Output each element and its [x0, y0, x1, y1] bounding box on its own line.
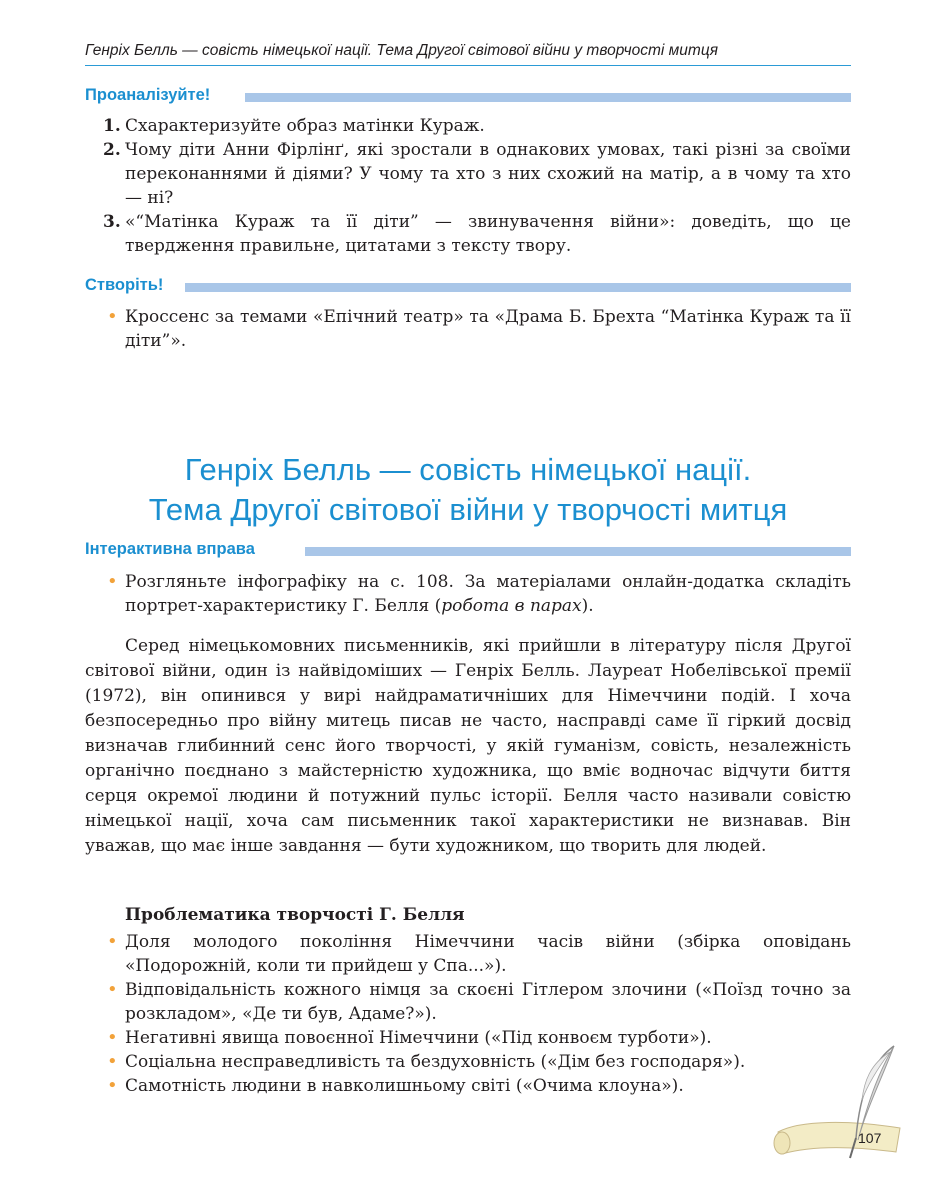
interactive-text-part: ). — [581, 596, 594, 616]
bullet-icon: • — [107, 931, 118, 952]
bullet-icon: • — [107, 306, 118, 327]
analyze-section-title: Проаналізуйте! — [85, 86, 216, 105]
problems-heading: Проблематика творчості Г. Белля — [125, 905, 465, 925]
analyze-item-text: Схарактеризуйте образ матінки Кураж. — [125, 116, 485, 136]
analyze-item-text: «“Матінка Кураж та її діти” — звинувачення війни»: доведіть, що це твердження правильне, цитатами з тексту твору. — [125, 212, 851, 256]
feather-quill-icon — [770, 1040, 920, 1165]
bullet-icon: • — [107, 571, 118, 592]
interactive-text-italic: робота в парах — [441, 596, 582, 616]
chapter-title-line-1: Генріх Белль — совість німецької нації. — [184, 452, 752, 487]
problem-item-text: Доля молодого покоління Німеччини часів війни (збірка оповідань «Подорожній, коли ти прийдеш у Спа...»). — [125, 932, 851, 976]
bullet-icon: • — [107, 1075, 118, 1096]
analyze-item-3 — [85, 210, 851, 258]
analyze-section-bar — [245, 93, 851, 102]
running-head-rule — [85, 65, 851, 66]
analyze-item-number: 2. — [103, 140, 121, 160]
bullet-icon: • — [107, 1027, 118, 1048]
chapter-title-line-2: Тема Другої світової війни у творчості митця — [148, 492, 788, 527]
analyze-item-number: 1. — [103, 116, 121, 136]
bullet-icon: • — [107, 1051, 118, 1072]
create-item-text: Кроссенс за темами «Епічний театр» та «Драма Б. Брехта “Матінка Кураж та її діти”». — [125, 307, 851, 351]
interactive-section-title: Інтерактивна вправа — [85, 540, 261, 559]
create-section-bar — [185, 283, 851, 292]
problem-item-2 — [85, 978, 851, 1026]
interactive-item-text — [125, 570, 851, 618]
analyze-section-header — [85, 86, 851, 108]
problem-item-text: Самотність людини в навколишньому світі («Очима клоуна»). — [125, 1076, 684, 1096]
create-section-title: Створіть! — [85, 276, 169, 295]
bullet-icon: • — [107, 979, 118, 1000]
interactive-text-part: Розгляньте інфографіку на с. 108. За матеріалами онлайн-додатка складіть портрет-характеристику Г. Белля ( — [125, 572, 851, 616]
analyze-item-text: Чому діти Анни Фірлінґ, які зростали в однакових умовах, такі різні за своїми переконаннями й діями? У чому та хто з них схожий на матір, а в чому та хто — ні? — [125, 140, 851, 208]
interactive-section-header — [85, 540, 851, 562]
problem-item-5 — [85, 1074, 851, 1098]
analyze-item-number: 3. — [103, 212, 121, 232]
running-head: Генріх Белль — совість німецької нації. Тема Другої світової війни у творчості митця — [85, 42, 718, 59]
page-number: 107 — [858, 1130, 882, 1146]
problem-item-1 — [85, 930, 851, 978]
problem-item-text: Відповідальність кожного німця за скоєні Гітлером злочини («Поїзд точно за розкладом», «Де ти був, Адаме?»). — [125, 980, 851, 1024]
body-paragraph: Серед німецькомовних письменників, які прийшли в літературу після Другої світової війни, один із найвідоміших — Генріх Белль. Лауреат Нобелівської премії (1972), він опинився у вирі найдраматичніших для Німеччини подій. І хоча безпосередньо про війну митець писав не часто, насправді саме її гіркий досвід визначав глибинний сенс його творчості, у якій гуманізм, совість, незалежність органічно поєднано з майстерністю художника, що вміє водночас відчути биття серця окремої людини й потужний пульс історії. Белля часто називали совістю німецької нації, хоча сам письменник такої характеристики не визнавав. Він уважав, що має інше завдання — бути художником, що творить для людей. — [85, 636, 851, 856]
problem-item-text: Негативні явища повоєнної Німеччини («Під конвоєм турботи»). — [125, 1028, 712, 1048]
analyze-item-2 — [85, 138, 851, 210]
chapter-title — [85, 450, 851, 530]
problem-item-4 — [85, 1050, 851, 1074]
problem-item-text: Соціальна несправедливість та бездуховність («Дім без господаря»). — [125, 1052, 746, 1072]
interactive-section-bar — [305, 547, 851, 556]
create-section-header — [85, 276, 851, 298]
analyze-item-1 — [85, 114, 851, 138]
create-item — [85, 305, 851, 353]
problem-item-3 — [85, 1026, 851, 1050]
interactive-item — [85, 570, 851, 618]
